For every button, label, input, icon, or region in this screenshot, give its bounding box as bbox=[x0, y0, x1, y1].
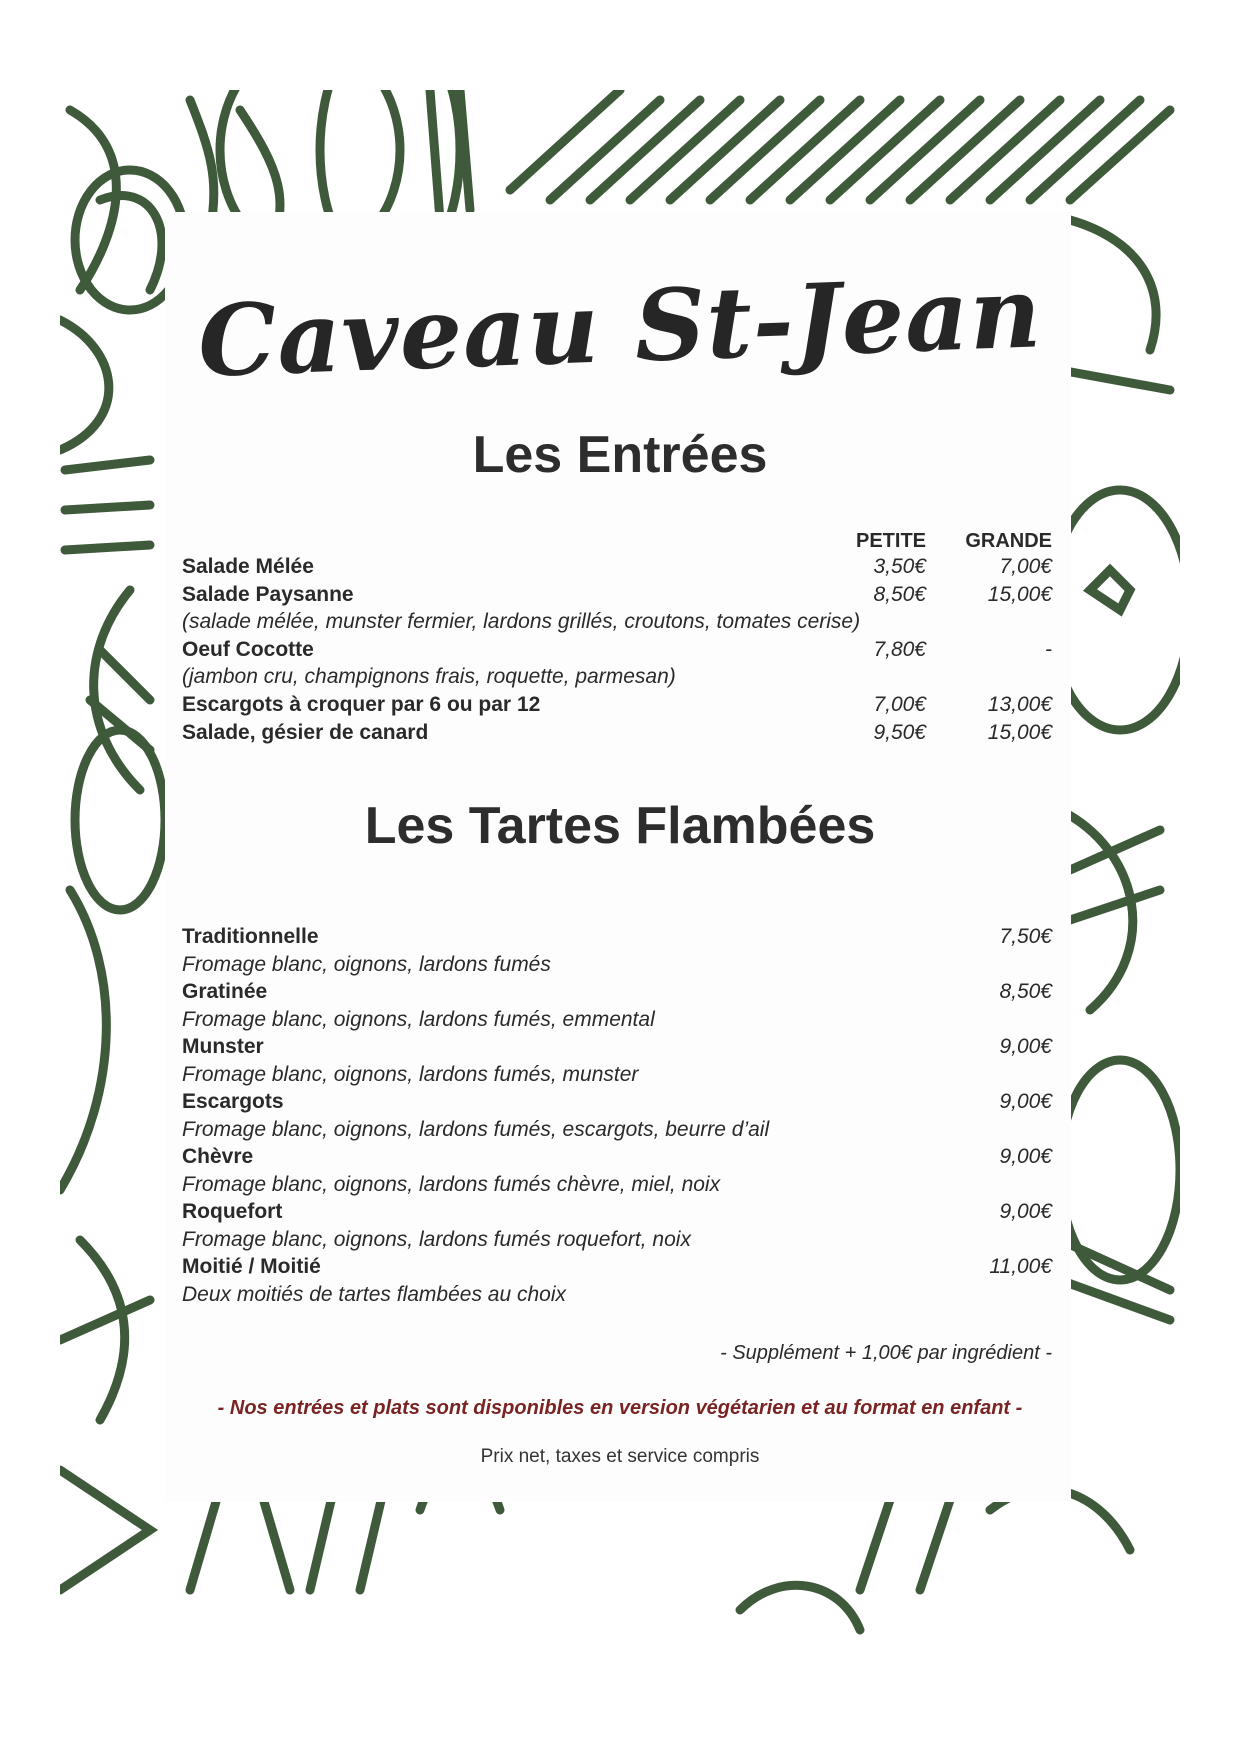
tarte-row bbox=[182, 1200, 1052, 1226]
tarte-name: Roquefort bbox=[182, 1200, 283, 1223]
entree-name: Salade Paysanne bbox=[182, 583, 354, 606]
tarte-name: Moitié / Moitié bbox=[182, 1255, 321, 1278]
tarte-row bbox=[182, 1035, 1052, 1061]
entree-price-petite: 7,80€ bbox=[873, 638, 926, 661]
section-title-tartes-flambees: Les Tartes Flambées bbox=[364, 797, 876, 855]
entree-price-grande: 7,00€ bbox=[999, 555, 1052, 578]
entree-description: (jambon cru, champignons frais, roquette, parmesan) bbox=[182, 665, 676, 688]
menu-card bbox=[165, 212, 1071, 1502]
entree-name: Oeuf Cocotte bbox=[182, 638, 314, 661]
entree-row bbox=[182, 583, 1052, 609]
tarte-price: 11,00€ bbox=[989, 1255, 1052, 1278]
entree-row bbox=[182, 638, 1052, 664]
entree-description: (salade mélée, munster fermier, lardons grillés, croutons, tomates cerise) bbox=[182, 610, 861, 633]
tarte-price: 8,50€ bbox=[999, 980, 1052, 1003]
tarte-description: Fromage blanc, oignons, lardons fumés, munster bbox=[182, 1063, 639, 1086]
entree-row bbox=[182, 555, 1052, 581]
tarte-name: Munster bbox=[182, 1035, 264, 1058]
tarte-description: Fromage blanc, oignons, lardons fumés chèvre, miel, noix bbox=[182, 1173, 721, 1196]
tarte-price: 7,50€ bbox=[999, 925, 1052, 948]
tarte-row bbox=[182, 1145, 1052, 1171]
tarte-description: Deux moitiés de tartes flambées au choix bbox=[182, 1283, 567, 1306]
entree-price-petite: 8,50€ bbox=[873, 583, 926, 606]
vegetarian-note: - Nos entrées et plats sont disponibles en version végétarien et au format en enfant - bbox=[217, 1397, 1023, 1419]
entree-price-grande: 15,00€ bbox=[987, 721, 1052, 744]
restaurant-title: Caveau St-Jean bbox=[196, 255, 1044, 400]
entree-name: Salade Mélée bbox=[182, 555, 314, 578]
tax-note: Prix net, taxes et service compris bbox=[480, 1446, 760, 1467]
entree-name: Escargots à croquer par 6 ou par 12 bbox=[182, 693, 541, 716]
entree-price-grande: 15,00€ bbox=[987, 583, 1052, 606]
column-header-petite: PETITE bbox=[855, 530, 926, 552]
tarte-row bbox=[182, 1090, 1052, 1116]
tarte-description: Fromage blanc, oignons, lardons fumés, escargots, beurre d’ail bbox=[182, 1118, 770, 1141]
tarte-name: Escargots bbox=[182, 1090, 284, 1113]
tarte-price: 9,00€ bbox=[999, 1035, 1052, 1058]
entree-row bbox=[182, 693, 1052, 719]
tarte-name: Gratinée bbox=[182, 980, 268, 1003]
section-title-entrees: Les Entrées bbox=[472, 426, 768, 484]
tarte-description: Fromage blanc, oignons, lardons fumés bbox=[182, 953, 551, 976]
tarte-description: Fromage blanc, oignons, lardons fumés roquefort, noix bbox=[182, 1228, 691, 1251]
column-header-grande: GRANDE bbox=[965, 530, 1052, 552]
tarte-price: 9,00€ bbox=[999, 1200, 1052, 1223]
tarte-row bbox=[182, 980, 1052, 1006]
entree-price-petite: 3,50€ bbox=[873, 555, 926, 578]
entree-name: Salade, gésier de canard bbox=[182, 721, 429, 744]
tarte-row bbox=[182, 925, 1052, 951]
tarte-price: 9,00€ bbox=[999, 1090, 1052, 1113]
tarte-name: Chèvre bbox=[182, 1145, 254, 1168]
entree-row bbox=[182, 721, 1052, 747]
supplement-note: - Supplément + 1,00€ par ingrédient - bbox=[720, 1342, 1052, 1364]
tarte-description: Fromage blanc, oignons, lardons fumés, emmental bbox=[182, 1008, 655, 1031]
entree-price-petite: 9,50€ bbox=[873, 721, 926, 744]
entree-price-petite: 7,00€ bbox=[873, 693, 926, 716]
tarte-row bbox=[182, 1255, 1052, 1281]
tarte-price: 9,00€ bbox=[999, 1145, 1052, 1168]
entree-price-grande: - bbox=[1045, 638, 1052, 661]
tarte-name: Traditionnelle bbox=[182, 925, 319, 948]
entree-price-grande: 13,00€ bbox=[987, 693, 1052, 716]
